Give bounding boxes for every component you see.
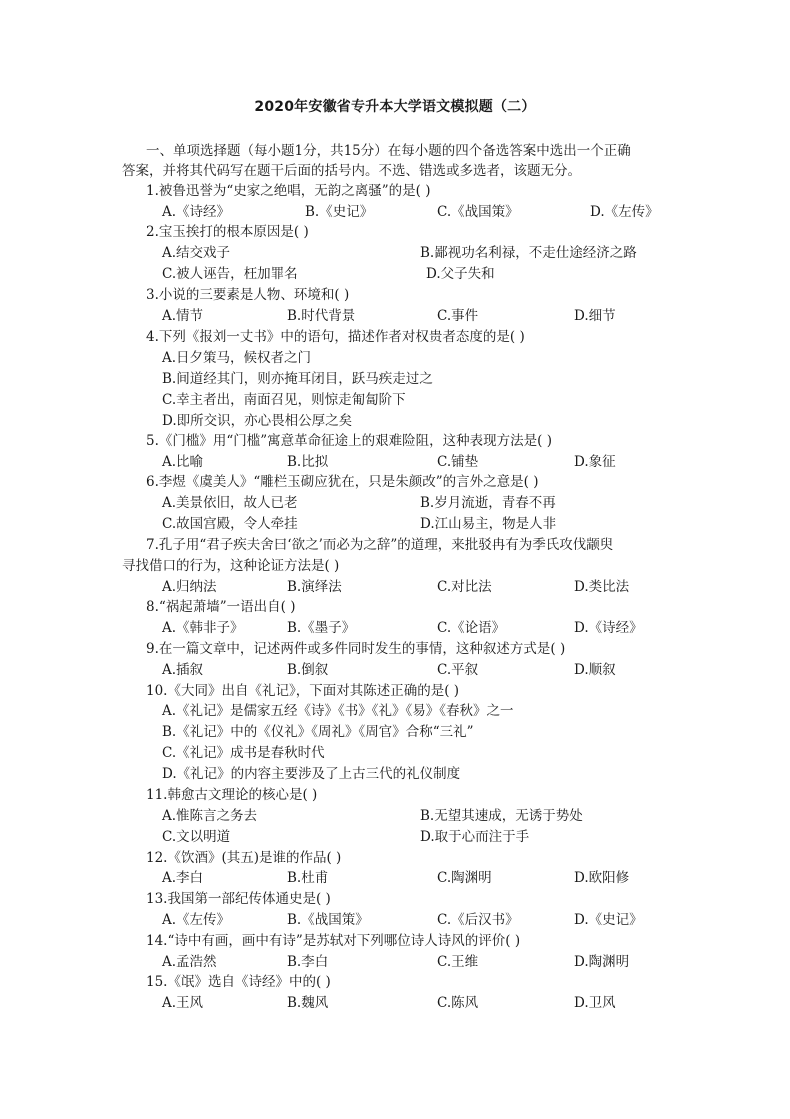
instructions-line-1: 一、单项选择题（每小题1分，共15分）在每小题的四个备选答案中选出一个正确 [146, 143, 631, 159]
question-5-stem: 5.《门槛》用“门槛”寓意革命征途上的艰难险阻，这种表现方法是( ) [146, 433, 553, 449]
question-2-option-d: D.父子失和 [426, 266, 495, 282]
question-7-option-d: D.类比法 [574, 579, 630, 595]
question-1-option-a: A.《诗经》 [162, 204, 231, 220]
question-9-option-a: A.插叙 [162, 662, 204, 678]
question-9-option-c: C.平叙 [437, 662, 479, 678]
question-2-stem: 2.宝玉挨打的根本原因是( ) [146, 224, 309, 240]
question-3-option-d: D.细节 [574, 308, 616, 324]
question-14-option-b: B.李白 [287, 954, 329, 970]
question-3-option-a: A.情节 [162, 308, 204, 324]
question-11-option-d: D.取于心而注于手 [420, 829, 530, 845]
question-3-option-b: B.时代背景 [287, 308, 356, 324]
question-8-option-d: D.《诗经》 [574, 620, 643, 636]
question-8-option-c: C.《论语》 [437, 620, 506, 636]
question-13-option-d: D.《史记》 [574, 912, 643, 928]
question-10-option-d: D.《礼记》的内容主要涉及了上古三代的礼仪制度 [162, 766, 461, 782]
question-4-option-d: D.即所交识，亦心畏相公厚之矣 [162, 413, 353, 429]
page-title: 2020年安徽省专升本大学语文模拟题（二） [254, 99, 536, 115]
question-12-option-b: B.杜甫 [287, 870, 329, 886]
question-7-stem-continued: 寻找借口的行为，这种论证方法是( ) [122, 558, 340, 574]
question-12-option-d: D.欧阳修 [574, 870, 630, 886]
question-12-option-c: C.陶渊明 [437, 870, 492, 886]
question-9-option-d: D.顺叙 [574, 662, 616, 678]
question-11-option-b: B.无望其速成，无诱于势处 [420, 808, 583, 824]
question-15-option-c: C.陈风 [437, 995, 479, 1011]
question-5-option-b: B.比拟 [287, 454, 329, 470]
question-1-option-b: B.《史记》 [305, 204, 374, 220]
question-15-option-a: A.王风 [162, 995, 204, 1011]
question-12-option-a: A.李白 [162, 870, 204, 886]
question-2-option-c: C.被人诬告，枉加罪名 [162, 266, 298, 282]
question-14-stem: 14.“诗中有画，画中有诗”是苏轼对下列哪位诗人诗风的评价( ) [146, 933, 521, 949]
question-13-stem: 13.我国第一部纪传体通史是( ) [146, 891, 331, 907]
question-7-option-a: A.归纳法 [162, 579, 217, 595]
instructions-line-2: 答案，并将其代码写在题干后面的括号内。不选、错选或多选者，该题无分。 [122, 163, 581, 179]
question-8-option-b: B.《墨子》 [287, 620, 356, 636]
question-1-option-d: D.《左传》 [590, 204, 659, 220]
question-2-option-a: A.结交戏子 [162, 245, 231, 261]
question-8-stem: 8.“祸起萧墙”一语出自( ) [146, 599, 296, 615]
question-1-stem: 1.被鲁迅誉为“史家之绝唱，无韵之离骚”的是( ) [146, 183, 431, 199]
question-6-stem: 6.李煜《虞美人》“雕栏玉砌应犹在，只是朱颜改”的言外之意是( ) [146, 474, 539, 490]
question-9-stem: 9.在一篇文章中，记述两件或多件同时发生的事情，这种叙述方式是( ) [146, 641, 566, 657]
question-6-option-b: B.岁月流逝，青春不再 [420, 495, 556, 511]
question-4-option-c: C.幸主者出，南面召见，则惊走匍匐阶下 [162, 392, 406, 408]
question-5-option-a: A.比喻 [162, 454, 204, 470]
question-10-option-c: C.《礼记》成书是春秋时代 [162, 745, 325, 761]
question-4-option-b: B.间道经其门，则亦掩耳闭目，跃马疾走过之 [162, 371, 433, 387]
question-6-option-c: C.故国宫殿，令人牵挂 [162, 516, 298, 532]
question-10-option-b: B.《礼记》中的《仪礼》《周礼》《周官》合称“三礼” [162, 724, 474, 740]
question-8-option-a: A.《韩非子》 [162, 620, 244, 636]
question-14-option-c: C.王维 [437, 954, 479, 970]
question-2-option-b: B.鄙视功名利禄，不走仕途经济之路 [420, 245, 637, 261]
question-11-option-a: A.惟陈言之务去 [162, 808, 258, 824]
question-11-stem: 11.韩愈古文理论的核心是( ) [146, 787, 318, 803]
question-13-option-b: B.《战国策》 [287, 912, 369, 928]
question-13-option-c: C.《后汉书》 [437, 912, 519, 928]
question-7-option-c: C.对比法 [437, 579, 492, 595]
question-5-option-d: D.象征 [574, 454, 616, 470]
question-11-option-c: C.文以明道 [162, 829, 231, 845]
question-15-stem: 15.《氓》选自《诗经》中的( ) [146, 974, 331, 990]
question-10-stem: 10.《大同》出自《礼记》，下面对其陈述正确的是( ) [146, 683, 460, 699]
question-6-option-d: D.江山易主，物是人非 [420, 516, 557, 532]
question-14-option-d: D.陶渊明 [574, 954, 630, 970]
question-1-option-c: C.《战国策》 [437, 204, 519, 220]
question-4-stem: 4.下列《报刘一丈书》中的语句，描述作者对权贵者态度的是( ) [146, 329, 525, 345]
question-13-option-a: A.《左传》 [162, 912, 231, 928]
question-3-option-c: C.事件 [437, 308, 479, 324]
question-9-option-b: B.倒叙 [287, 662, 329, 678]
question-14-option-a: A.孟浩然 [162, 954, 217, 970]
question-5-option-c: C.铺垫 [437, 454, 479, 470]
question-6-option-a: A.美景依旧，故人已老 [162, 495, 298, 511]
question-7-option-b: B.演绎法 [287, 579, 342, 595]
question-4-option-a: A.日夕策马，候权者之门 [162, 350, 312, 366]
question-3-stem: 3.小说的三要素是人物、环境和( ) [146, 287, 350, 303]
question-15-option-d: D.卫风 [574, 995, 616, 1011]
question-7-stem: 7.孔子用“君子疾夫舍曰‘欲之’而必为之辞”的道理，来批驳冉有为季氏攻伐颛臾 [146, 537, 614, 553]
question-12-stem: 12.《饮酒》(其五)是谁的作品( ) [146, 850, 342, 866]
question-15-option-b: B.魏风 [287, 995, 329, 1011]
question-10-option-a: A.《礼记》是儒家五经《诗》《书》《礼》《易》《春秋》之一 [162, 703, 514, 719]
